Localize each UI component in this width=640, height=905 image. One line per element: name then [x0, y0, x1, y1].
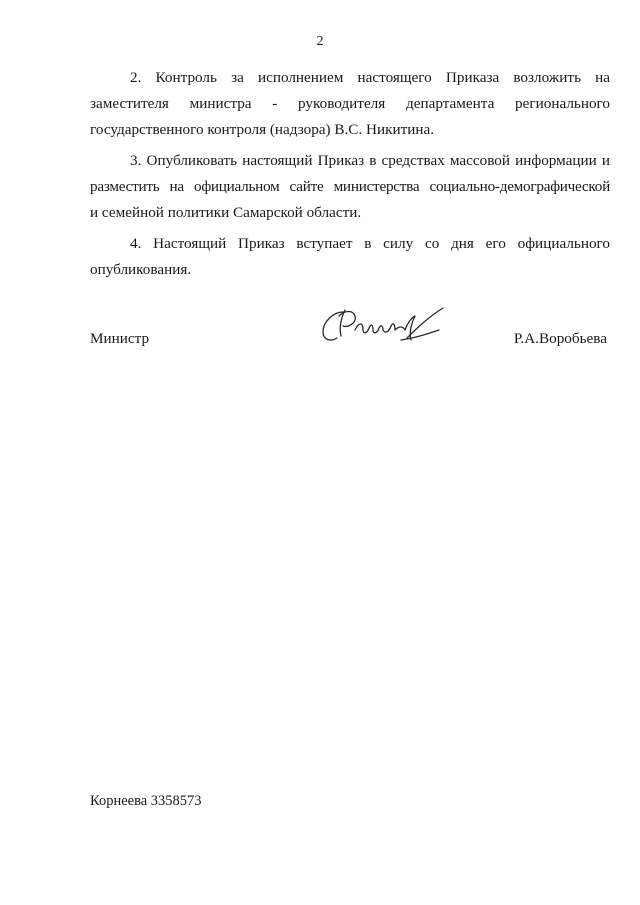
signer-name: Р.А.Воробьева — [513, 330, 607, 347]
signer-position: Министр — [90, 330, 150, 347]
signature-block — [90, 320, 610, 360]
paragraph-4-line-2: опубликования. — [90, 261, 192, 278]
paragraph-3-line-3: и семейной политики Самарской области. — [90, 204, 362, 221]
paragraph-4-line-1: 4. Настоящий Приказ вступает в силу со дня его официального — [130, 235, 610, 252]
paragraph-2-line-3: государственного контроля (надзора) В.С. Никитина. — [90, 121, 435, 138]
paragraph-3 — [90, 148, 610, 226]
paragraph-2 — [90, 65, 610, 143]
paragraph-4 — [90, 231, 610, 283]
paragraph-2-line-2: заместителя министра - руководителя департамента регионального — [90, 95, 610, 112]
page-number: 2 — [316, 34, 324, 49]
document-body — [90, 65, 610, 288]
paragraph-2-line-1: 2. Контроль за исполнением настоящего Приказа возложить на — [130, 69, 610, 86]
executor-contact: Корнеева 3358573 — [90, 793, 202, 809]
handwritten-signature — [315, 300, 450, 350]
paragraph-3-line-1: 3. Опубликовать настоящий Приказ в средствах массовой информации и — [130, 152, 610, 169]
paragraph-3-line-2: разместить на официальном сайте министерства социально-демографической — [90, 178, 610, 195]
